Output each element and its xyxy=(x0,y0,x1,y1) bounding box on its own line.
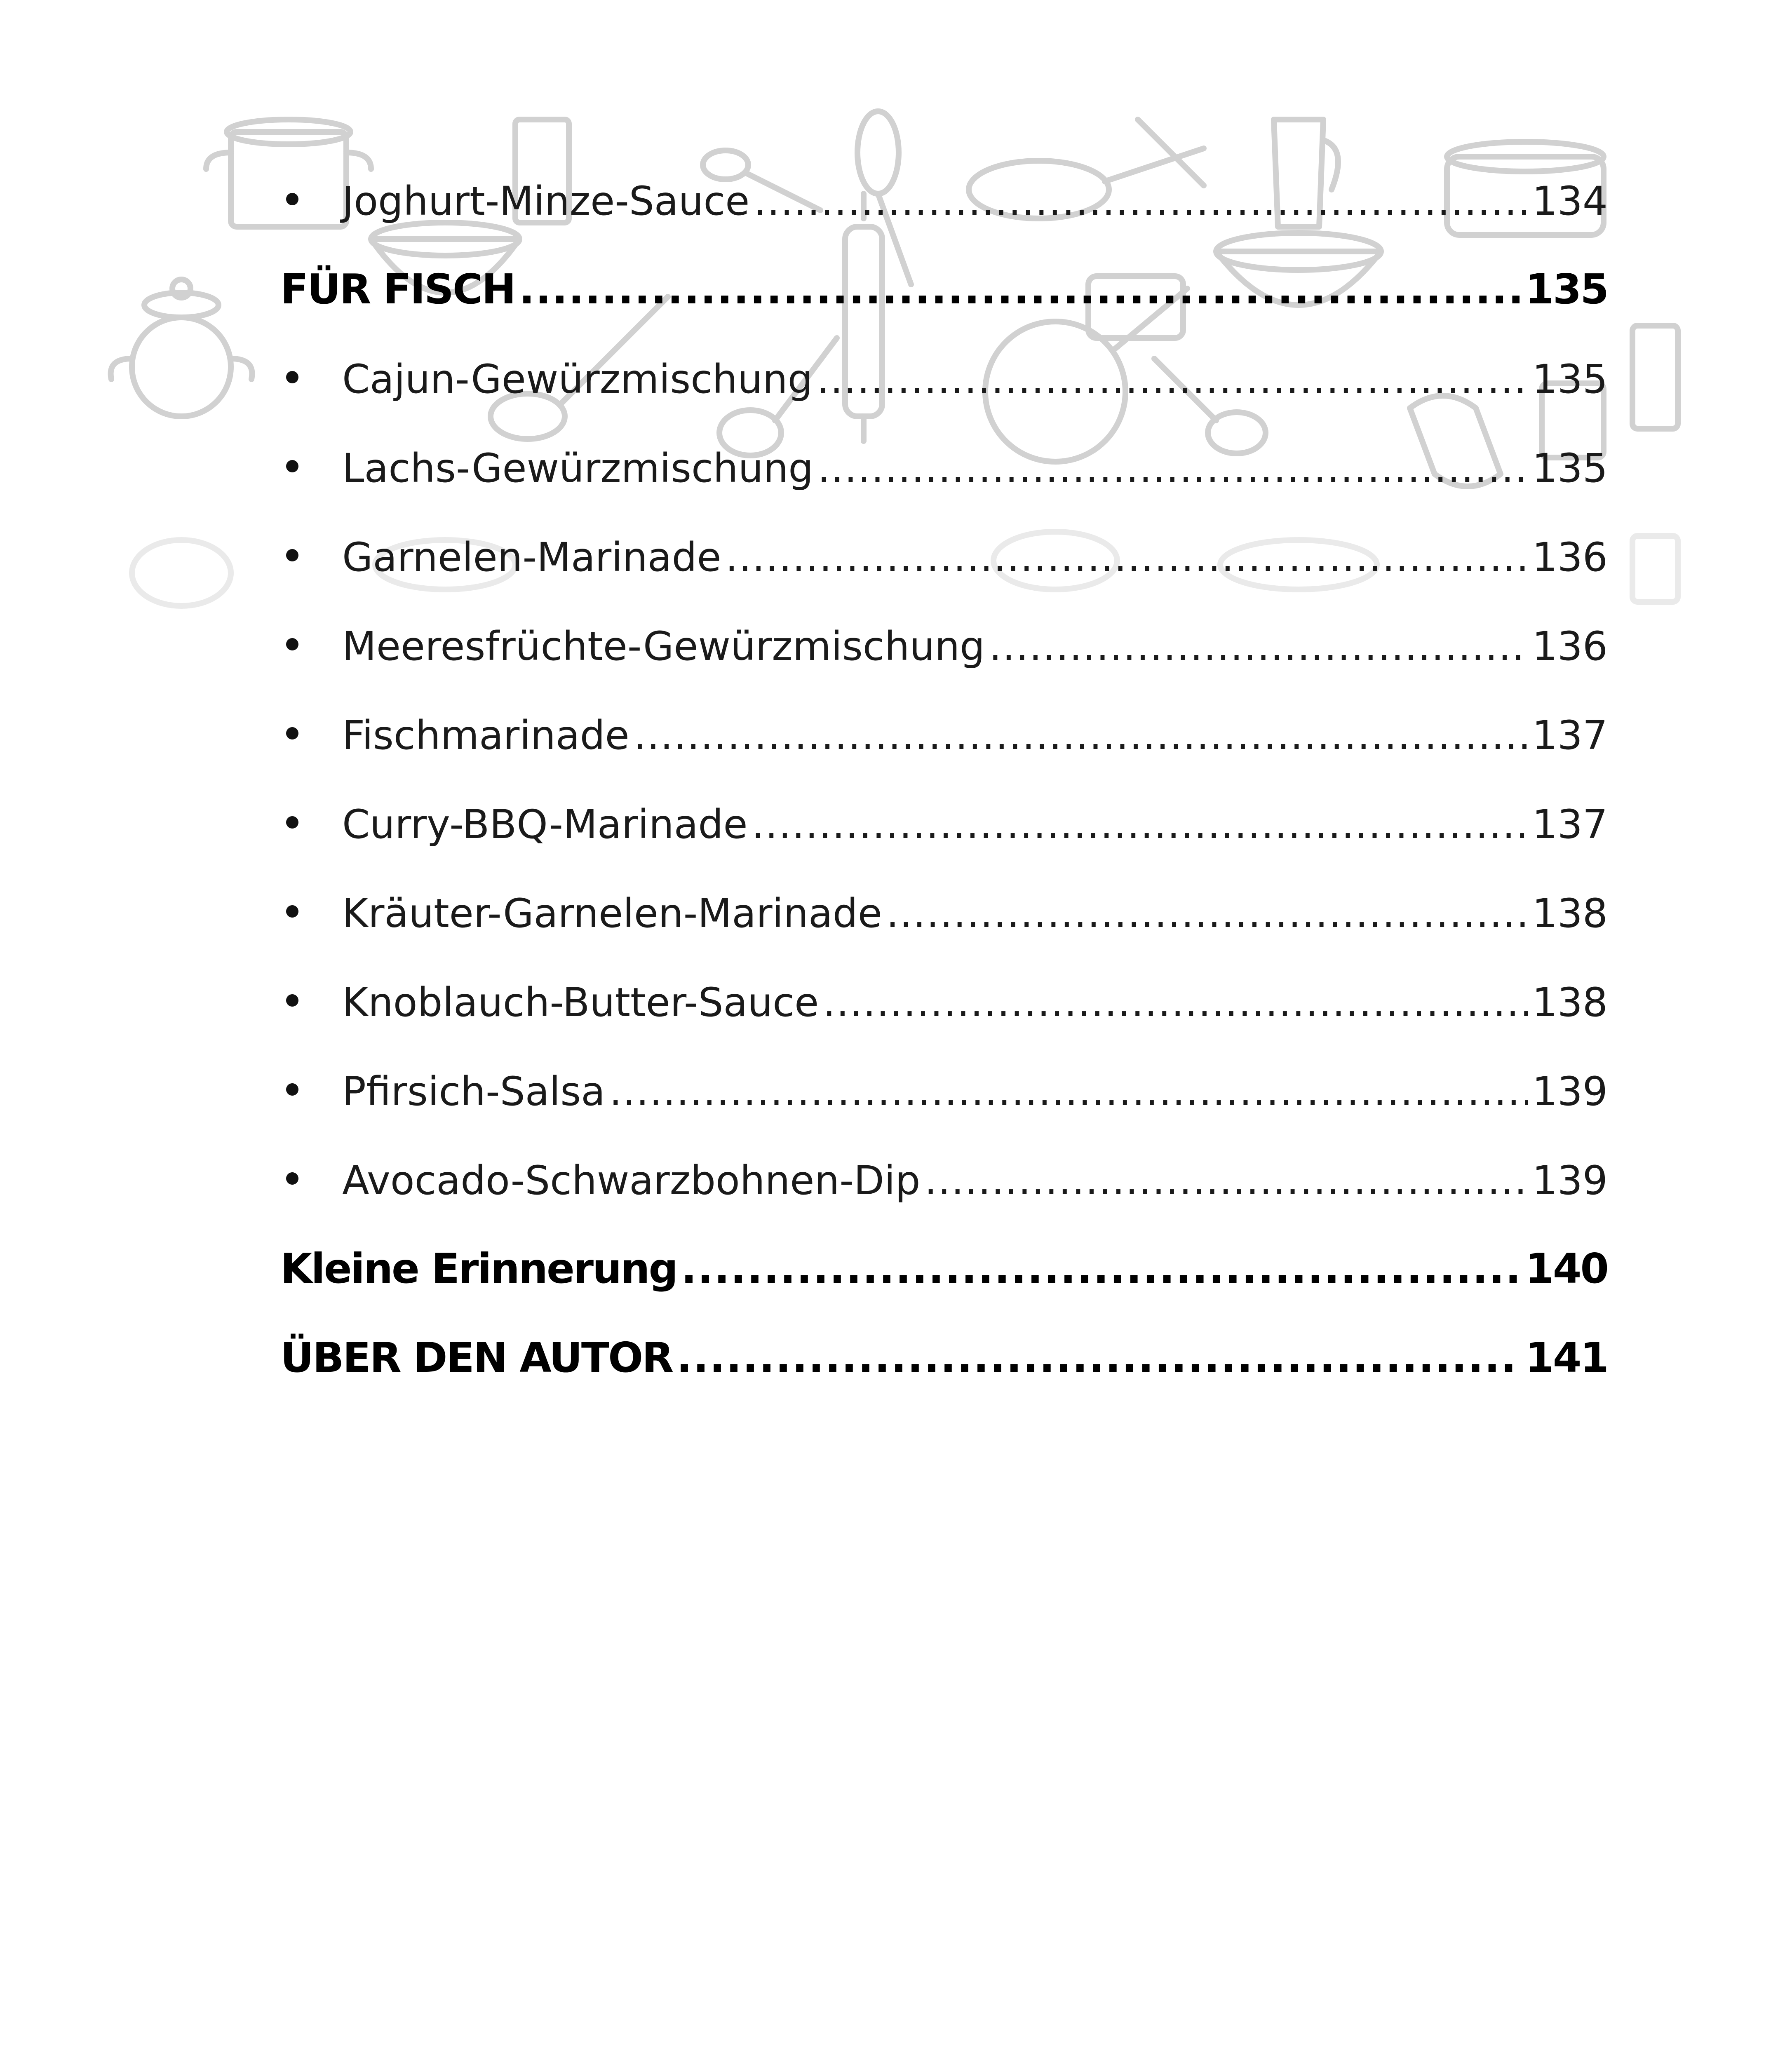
bullet-icon xyxy=(280,1047,342,1115)
dot-leader xyxy=(726,533,1528,580)
dot-leader xyxy=(817,355,1528,402)
toc-entry-title: Cajun-Gewürzmischung xyxy=(342,356,813,402)
toc-entry[interactable] xyxy=(280,691,1608,780)
toc-entry[interactable] xyxy=(280,1136,1608,1225)
grater-icon xyxy=(1632,326,1678,429)
toc-page-number: 136 xyxy=(1532,623,1608,669)
toc-entry[interactable] xyxy=(280,602,1608,691)
toc-page-number: 140 xyxy=(1525,1244,1608,1293)
dot-leader xyxy=(681,1243,1521,1293)
toc-entry-title: Garnelen-Marinade xyxy=(342,534,721,580)
bullet-icon xyxy=(280,424,342,491)
toc-page-number: 135 xyxy=(1532,445,1608,491)
toc-entry-title: Joghurt-Minze-Sauce xyxy=(342,178,750,224)
dot-leader xyxy=(989,622,1528,669)
toc-page-number: 136 xyxy=(1532,534,1608,580)
toc-entry-title: Kräuter-Garnelen-Marinade xyxy=(342,890,882,937)
toc-entry-title: Lachs-Gewürzmischung xyxy=(342,445,814,491)
toc-section-heading[interactable] xyxy=(280,1225,1608,1314)
dot-leader xyxy=(886,889,1528,937)
bullet-icon xyxy=(280,335,342,402)
toc-section-heading[interactable] xyxy=(280,1314,1608,1403)
toc-page-number: 137 xyxy=(1532,801,1608,847)
toc-entry[interactable] xyxy=(280,958,1608,1047)
toc-entry-title: Pfirsich-Salsa xyxy=(342,1068,606,1115)
toc-page-number: 135 xyxy=(1532,356,1608,402)
toc-entry[interactable] xyxy=(280,780,1608,869)
dot-leader xyxy=(754,177,1528,224)
toc-entry-title: Avocado-Schwarzbohnen-Dip xyxy=(342,1157,921,1204)
toc-page-number: 137 xyxy=(1532,712,1608,758)
bullet-icon xyxy=(280,691,342,758)
toc-entry-title: Meeresfrüchte-Gewürzmischung xyxy=(342,623,985,669)
toc-page-number: 134 xyxy=(1532,178,1608,224)
sugar-pot-icon xyxy=(111,279,252,416)
toc-page-number: 141 xyxy=(1525,1333,1608,1382)
toc-entry[interactable] xyxy=(280,157,1608,246)
bullet-icon xyxy=(280,1136,342,1204)
bullet-icon xyxy=(280,602,342,669)
toc-page-number: 135 xyxy=(1525,265,1608,313)
dot-leader xyxy=(609,1067,1528,1115)
toc-page-number: 138 xyxy=(1532,979,1608,1026)
toc-entry-title: Knoblauch-Butter-Sauce xyxy=(342,979,819,1026)
dot-leader xyxy=(823,978,1528,1026)
toc-entry[interactable] xyxy=(280,513,1608,602)
dot-leader xyxy=(519,264,1521,313)
bullet-icon xyxy=(280,958,342,1026)
toc-entry[interactable] xyxy=(280,424,1608,513)
bullet-icon xyxy=(280,869,342,937)
bullet-icon xyxy=(280,513,342,580)
toc-page-number: 139 xyxy=(1532,1068,1608,1115)
toc-entry-title: Curry-BBQ-Marinade xyxy=(342,801,748,847)
dot-leader xyxy=(752,800,1528,847)
toc-page-number: 139 xyxy=(1532,1157,1608,1204)
toc-section-title: Kleine Erinnerung xyxy=(280,1244,677,1293)
toc-section-title: FÜR FISCH xyxy=(280,265,515,313)
toc-entry[interactable] xyxy=(280,1047,1608,1136)
toc-entry[interactable] xyxy=(280,335,1608,424)
toc-section-title: ÜBER DEN AUTOR xyxy=(280,1333,673,1382)
toc-entry[interactable] xyxy=(280,869,1608,958)
dot-leader xyxy=(634,711,1528,758)
dot-leader xyxy=(817,444,1528,491)
table-of-contents xyxy=(280,157,1608,1403)
dot-leader xyxy=(925,1156,1528,1204)
toc-section-heading[interactable] xyxy=(280,246,1608,335)
bullet-icon xyxy=(280,780,342,847)
toc-page-number: 138 xyxy=(1532,890,1608,937)
dot-leader xyxy=(676,1332,1521,1382)
bullet-icon xyxy=(280,157,342,224)
toc-entry-title: Fischmarinade xyxy=(342,712,629,758)
